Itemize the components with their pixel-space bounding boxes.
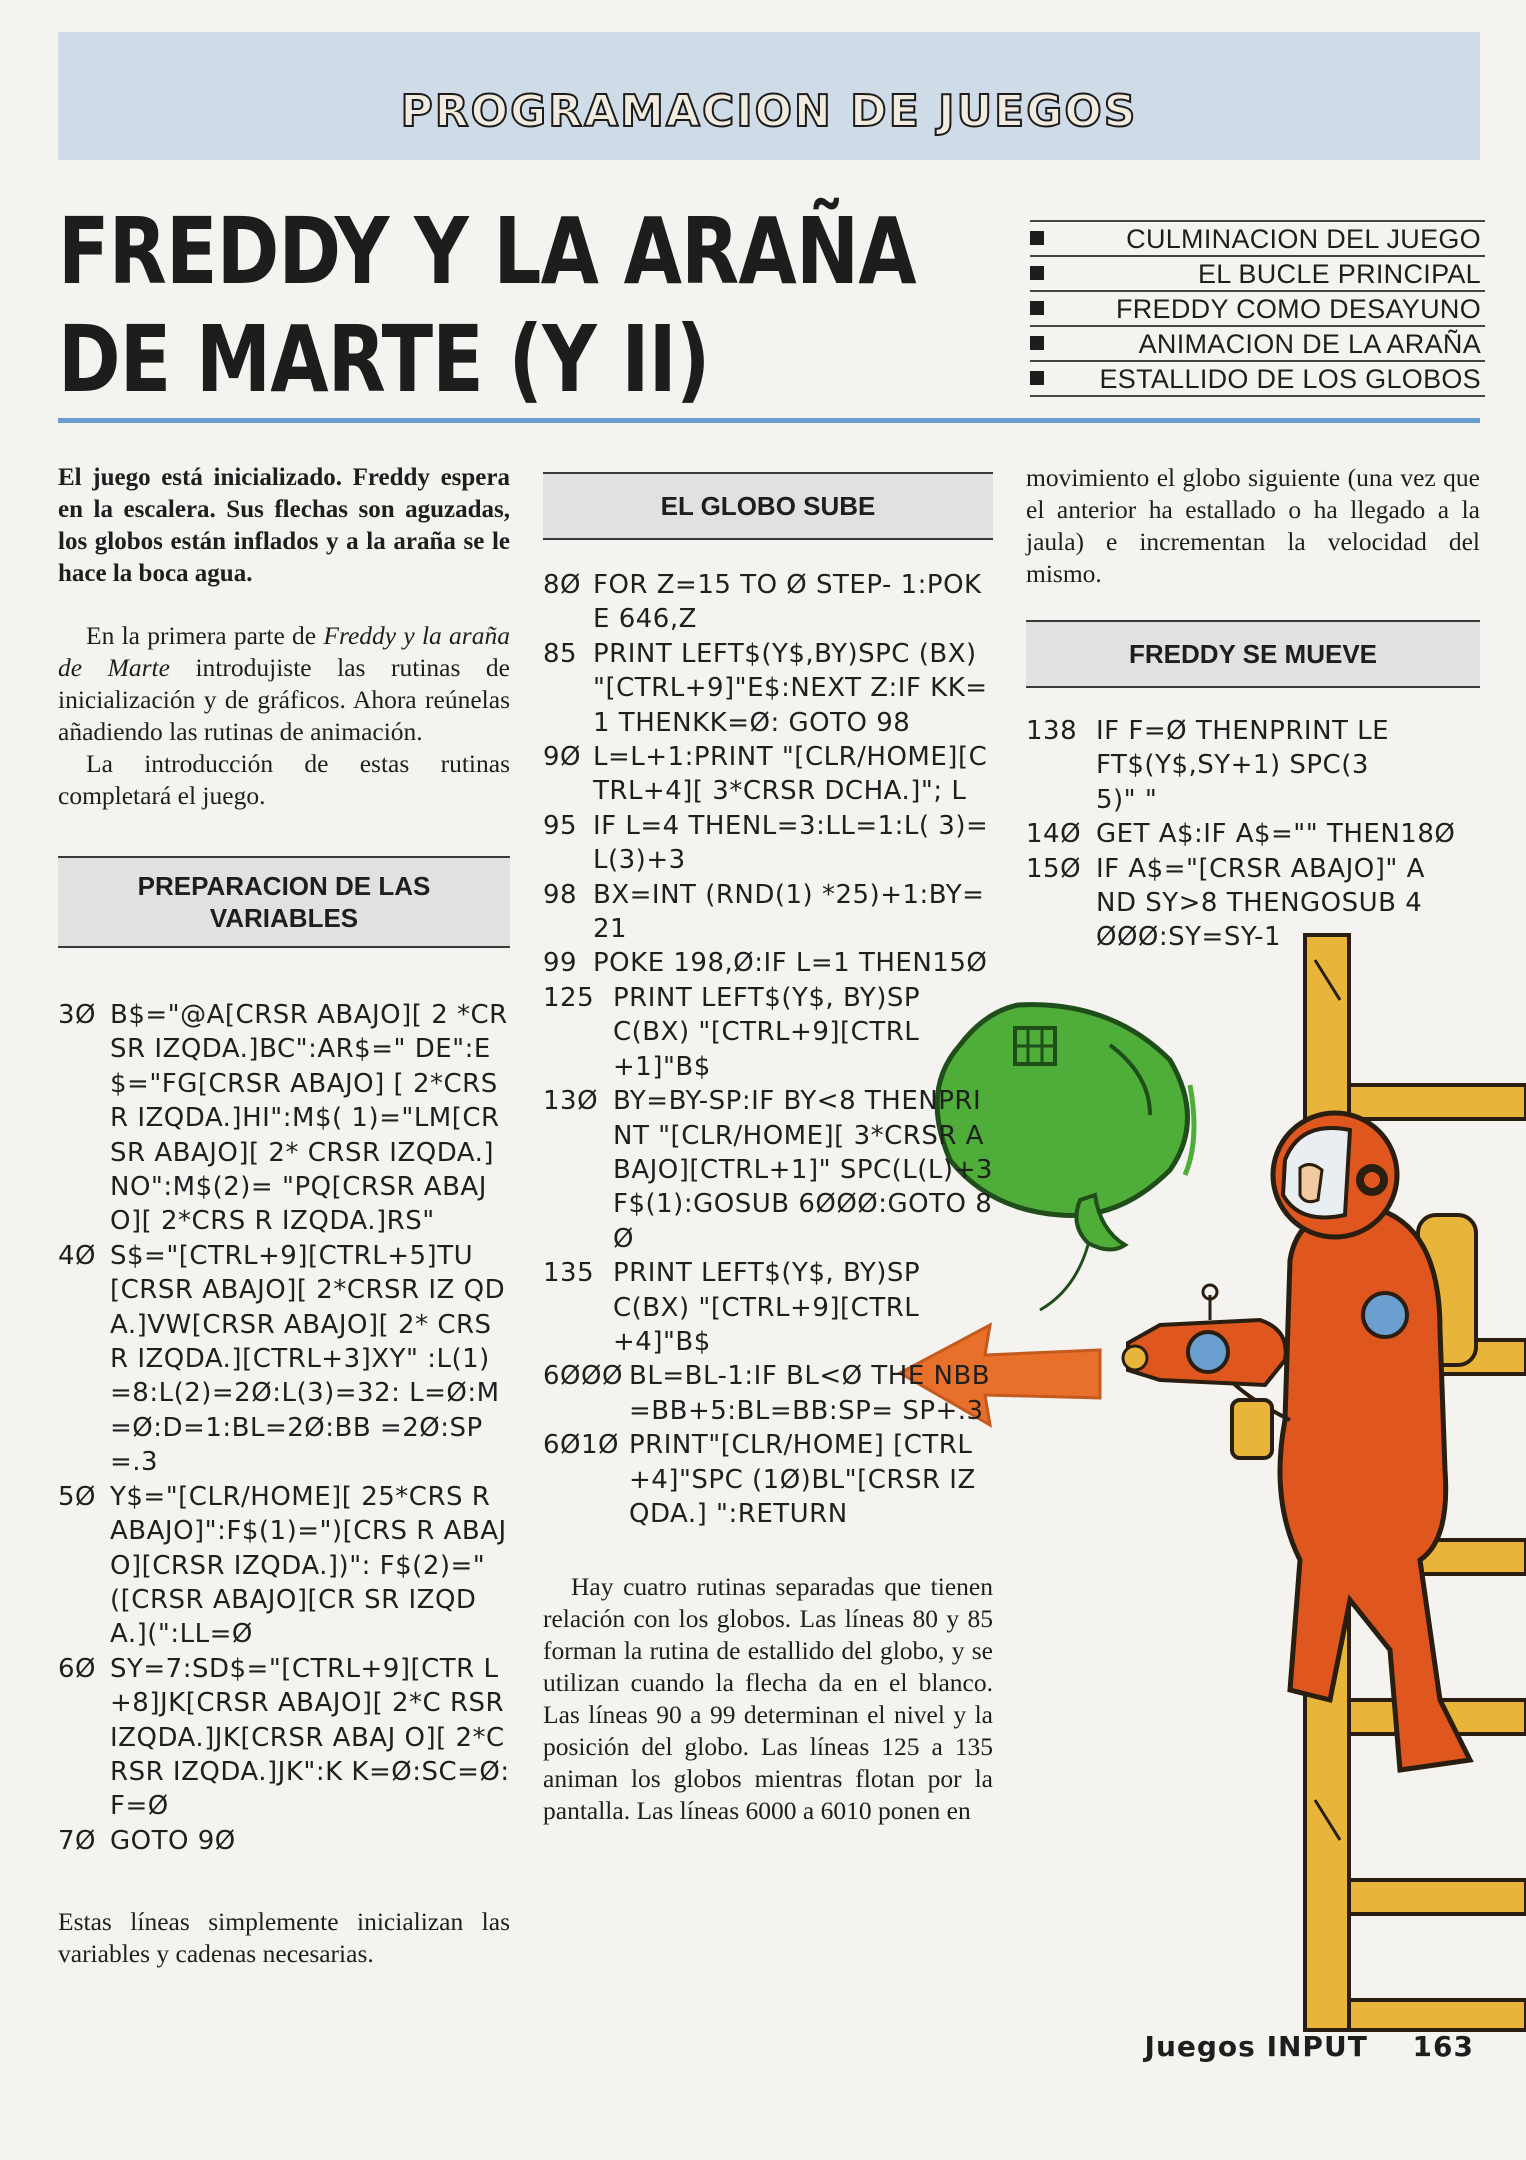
code-line xyxy=(543,1359,993,1428)
line-code: BL=BL-1:IF BL<Ø THE NBB=BB+5:BL=BB:SP= SP+.3 xyxy=(629,1361,991,1426)
code-line xyxy=(543,809,993,878)
page-number: 163 xyxy=(1412,2030,1474,2063)
column-middle xyxy=(543,462,993,1827)
section-header-title: PROGRAMACION DE JUEGOS xyxy=(400,86,1138,137)
code-listing xyxy=(1026,714,1480,955)
line-number: 138 xyxy=(1026,716,1078,746)
line-number: 5Ø xyxy=(58,1481,97,1512)
code-listing xyxy=(58,998,513,1858)
body-text: En la primera parte de xyxy=(86,621,324,650)
line-number: 6ØØØ xyxy=(543,1361,623,1392)
body-paragraph xyxy=(58,620,510,748)
line-code: IF A$="[CRSR ABAJO]" AND SY>8 THENGOSUB 4ØØØ:SY=SY-1 xyxy=(1096,853,1425,953)
line-number: 7Ø xyxy=(58,1825,97,1856)
body-paragraph: movimiento el globo siguiente (una vez que el anterior ha estallado o ha llegado a la jaula) e incrementan la velocidad del mismo. xyxy=(1026,463,1480,588)
code-line xyxy=(1026,817,1480,851)
code-line xyxy=(543,740,993,809)
astronaut-icon xyxy=(1230,1113,1476,1770)
code-line xyxy=(543,637,993,740)
contents-item-label: ESTALLIDO DE LOS GLOBOS xyxy=(1099,364,1481,394)
body-text: introdujiste las rutinas de inicialización y de gráficos. Ahora reúnelas añadiendo las rutinas de animación. xyxy=(58,653,510,746)
code-line xyxy=(1026,852,1480,955)
code-line xyxy=(543,1428,993,1531)
line-number: 95 xyxy=(543,810,578,841)
code-line xyxy=(543,1256,933,1359)
code-line xyxy=(58,1652,513,1824)
code-listing xyxy=(543,568,993,1531)
listing-heading-variables: PREPARACION DE LAS VARIABLES xyxy=(58,856,510,948)
line-code: PRINT"[CLR/HOME] [CTRL+4]"SPC (1Ø)BL"[CRSR IZQDA.] ":RETURN xyxy=(629,1430,976,1529)
code-line xyxy=(1026,714,1480,817)
code-line xyxy=(543,1084,993,1256)
line-number: 98 xyxy=(543,879,578,910)
code-line xyxy=(543,568,993,637)
body-italic-text: Freddy y la araña de Marte xyxy=(58,621,510,682)
footer-magazine-label: Juegos INPUT xyxy=(1144,2030,1368,2063)
line-number: 15Ø xyxy=(1026,853,1082,884)
line-number: 85 xyxy=(543,638,578,669)
code-line xyxy=(58,1239,510,1480)
line-number: 13Ø xyxy=(543,1086,599,1117)
listing-heading-freddy: FREDDY SE MUEVE xyxy=(1026,620,1480,688)
line-code: SY=7:SD$="[CTRL+9][CTR L+8]JK[CRSR ABAJO][ 2*C RSR IZQDA.]JK[CRSR ABAJ O][ 2*CRSR IZQDA.]JK":K K=Ø:SC=Ø:F=Ø xyxy=(110,1653,513,1822)
intro-paragraph: El juego está inicializado. Freddy espera en la escalera. Sus flechas son aguzadas, los globos están inflados y a la araña se le hace la boca agua. xyxy=(58,464,510,587)
line-code: PRINT LEFT$(Y$, BY)SPC(BX) "[CTRL+9][CTRL+1]"B$ xyxy=(613,982,921,1082)
line-number: 9Ø xyxy=(543,742,582,773)
contents-item-label: EL BUCLE PRINCIPAL xyxy=(1198,259,1481,289)
line-number: 8Ø xyxy=(543,570,582,600)
code-line xyxy=(543,878,993,947)
body-paragraph: Estas líneas simplemente inicializan las variables y cadenas necesarias. xyxy=(58,1907,510,1969)
contents-item-label: FREDDY COMO DESAYUNO xyxy=(1115,294,1481,324)
line-number: 99 xyxy=(543,948,578,979)
code-line xyxy=(543,946,993,980)
line-code: GET A$:IF A$="" THEN18Ø xyxy=(1096,819,1456,850)
column-left xyxy=(58,462,513,1970)
line-code: PRINT LEFT$(Y$,BY)SPC (BX) "[CTRL+9]"E$:NEXT Z:IF KK=1 THENKK=Ø: GOTO 98 xyxy=(593,638,988,738)
line-number: 6Ø1Ø xyxy=(543,1430,620,1461)
line-number: 14Ø xyxy=(1026,819,1082,850)
code-line xyxy=(58,998,510,1239)
body-paragraph: Hay cuatro rutinas separadas que tienen relación con los globos. Las líneas 80 y 85 forman la rutina de estallido del globo, y se utilizan cuando la flecha da en el blanco. Las líneas 90 a 99 determinan el nivel y la posición del globo. Las líneas 125 a 135 animan los globos mientras flotan por la pantalla. Las líneas 6000 a 6010 ponen en xyxy=(543,1572,993,1826)
contents-item-label: CULMINACION DEL JUEGO xyxy=(1126,224,1481,254)
line-code: L=L+1:PRINT "[CLR/HOME][CTRL+4][ 3*CRSR DCHA.]"; L xyxy=(593,742,988,807)
line-number: 135 xyxy=(543,1258,595,1289)
code-line xyxy=(543,981,933,1084)
line-number: 125 xyxy=(543,982,595,1013)
line-code: IF L=4 THENL=3:LL=1:L( 3)=L(3)+3 xyxy=(593,810,989,876)
contents-item-label: ANIMACION DE LA ARAÑA xyxy=(1138,329,1481,359)
column-right xyxy=(1026,462,1480,955)
article-title-line1: FREDDY Y LA ARAÑA xyxy=(58,198,916,305)
code-line xyxy=(58,1824,510,1858)
line-number: 6Ø xyxy=(58,1653,97,1684)
body-paragraph: La introducción de estas rutinas completará el juego. xyxy=(58,749,510,810)
listing-heading-balloon: EL GLOBO SUBE xyxy=(543,472,993,540)
line-code: POKE 198,Ø:IF L=1 THEN15Ø xyxy=(593,948,988,979)
code-line xyxy=(58,1480,510,1652)
line-number: 4Ø xyxy=(58,1240,97,1271)
line-code: IF F=Ø THENPRINT LEFT$(Y$,SY+1) SPC(35)" " xyxy=(1096,716,1390,815)
line-code: B$="@A[CRSR ABAJO][ 2 *CRSR IZQDA.]BC":AR$=" DE":E$="FG[CRSR ABAJO] [ 2*CRSR IZQDA.]HI":M$( 1)="LM[CRSR ABAJO][ 2* CRSR IZQDA.]NO":M$(2)= "PQ[CRSR ABAJO][ 2*CRS R IZQDA.]RS" xyxy=(110,1000,508,1237)
line-code: FOR Z=15 TO Ø STEP- 1:POKE 646,Z xyxy=(593,570,982,635)
line-code: BX=INT (RND(1) *25)+1:BY=21 xyxy=(593,879,985,945)
line-code: PRINT LEFT$(Y$, BY)SPC(BX) "[CTRL+9][CTRL+4]"B$ xyxy=(613,1258,921,1357)
page-footer xyxy=(1145,2030,1474,2063)
article-title-line2: DE MARTE (Y II) xyxy=(58,306,710,413)
line-number: 3Ø xyxy=(58,1000,97,1030)
line-code: GOTO 9Ø xyxy=(110,1825,236,1856)
line-code: BY=BY-SP:IF BY<8 THENPRINT "[CLR/HOME][ 3*CRSR ABAJO][CTRL+1]" SPC(L(L)+3F$(1):GOSUB 6ØØØ:GOTO 8Ø xyxy=(613,1086,993,1254)
ray-gun-icon xyxy=(1123,1285,1286,1385)
line-code: Y$="[CLR/HOME][ 25*CRS R ABAJO]":F$(1)=")[CRS R ABAJO][CRSR IZQDA.])": F$(2)="([CRSR ABAJO][CR SR IZQDA.](":LL=Ø xyxy=(110,1481,507,1650)
line-code: S$="[CTRL+9][CTRL+5]TU [CRSR ABAJO][ 2*CRSR IZ QDA.]VW[CRSR ABAJO][ 2* CRSR IZQDA.][CTRL+3]XY" :L(1)=8:L(2)=2Ø:L(3)=32: L=Ø:M=Ø:D=1:BL=2Ø:BB =2Ø:SP=.3 xyxy=(110,1240,506,1478)
